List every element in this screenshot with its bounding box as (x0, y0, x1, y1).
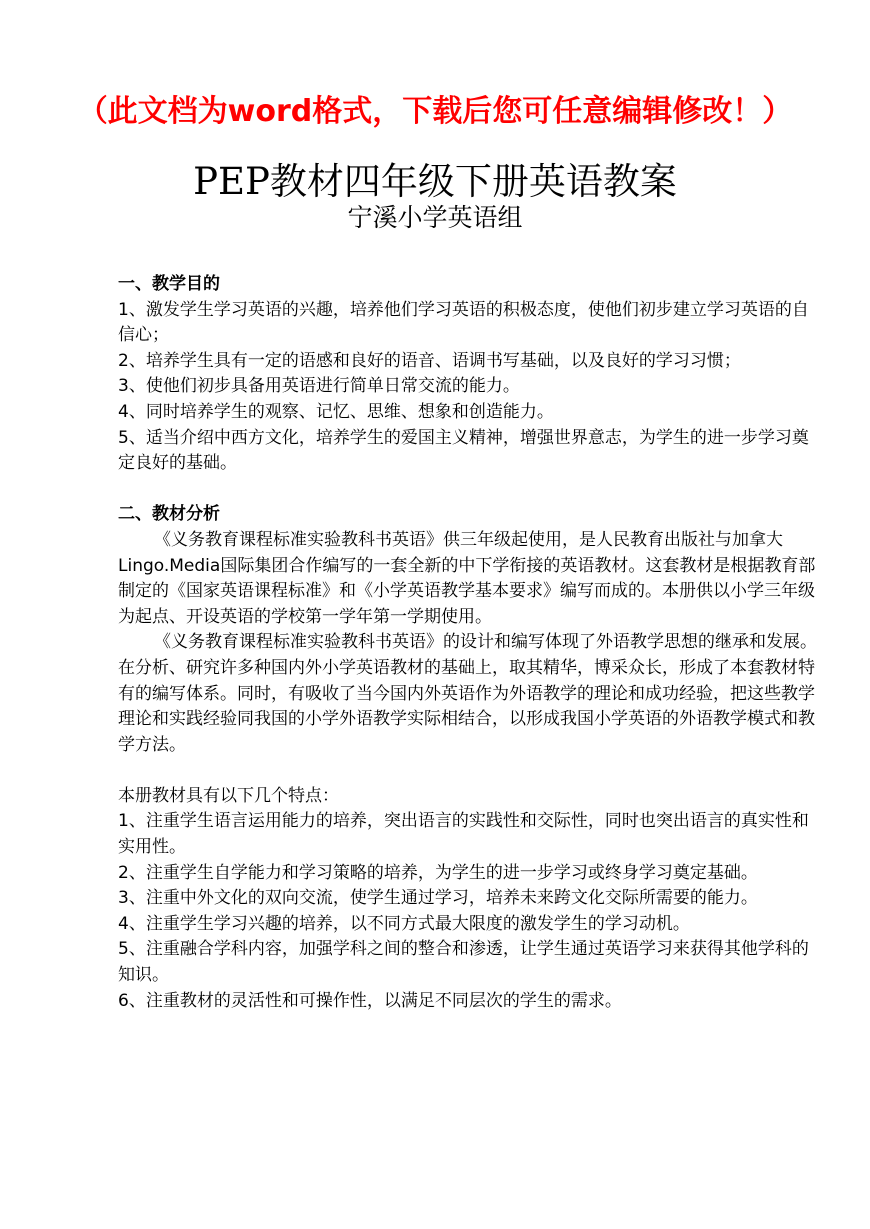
feature-item-4: 4、注重学生学习兴趣的培养，以不同方式最大限度的激发学生的学习动机。 (118, 913, 690, 934)
feature-item-2: 2、注重学生自学能力和学习策略的培养，为学生的进一步学习或终身学习奠定基础。 (118, 862, 758, 883)
section-heading-analysis: 二、教材分析 (118, 504, 220, 525)
paragraph-spacer (118, 758, 818, 784)
feature-item-3: 3、注重中外文化的双向交流，使学生通过学习，培养未来跨文化交际所需要的能力。 (118, 888, 758, 909)
document-body (118, 272, 818, 1014)
objective-item-1: 1、激发学生学习英语的兴趣，培养他们学习英语的积极态度，使他们初步建立学习英语的自信心； (118, 299, 809, 346)
section-heading-objectives: 一、教学目的 (118, 274, 220, 294)
document-title: PEP教材四年级下册英语教案 (193, 160, 677, 203)
feature-item-6: 6、注重教材的灵活性和可操作性，以满足不同层次的学生的需求。 (118, 990, 622, 1011)
feature-item-1: 1、注重学生语言运用能力的培养，突出语言的实践性和交际性，同时也突出语言的真实性和实用性。 (118, 811, 809, 858)
objective-item-5: 5、适当介绍中西方文化，培养学生的爱国主义精神，增强世界意志，为学生的进一步学习奠定良好的基础。 (118, 427, 809, 474)
word-format-notice: （此文档为word格式，下载后您可任意编辑修改！） (77, 94, 793, 129)
paragraph-spacer (118, 477, 818, 503)
objective-item-2: 2、培养学生具有一定的语感和良好的语音、语调书写基础，以及良好的学习习惯； (118, 350, 741, 371)
document-subtitle: 宁溪小学英语组 (347, 203, 523, 232)
feature-item-5: 5、注重融合学科内容，加强学科之间的整合和渗透，让学生通过英语学习来获得其他学科的知识。 (118, 939, 809, 986)
features-intro: 本册教材具有以下几个特点： (118, 785, 339, 806)
objective-item-3: 3、使他们初步具备用英语进行简单日常交流的能力。 (118, 376, 520, 397)
analysis-paragraph-2: 《义务教育课程标准实验教科书英语》的设计和编写体现了外语教学思想的继承和发展。在分析、研究许多种国内外小学英语教材的基础上，取其精华，博采众长，形成了本套教材特有的编写体系。同时，有吸收了当今国内外英语作为外语教学的理论和成功经验，把这些教学理论和实践经验同我国的小学外语教学实际相结合，以形成我国小学英语的外语教学模式和教学方法。 (118, 632, 817, 755)
objective-item-4: 4、同时培养学生的观察、记忆、思维、想象和创造能力。 (118, 401, 554, 422)
analysis-paragraph-1: 《义务教育课程标准实验教科书英语》供三年级起使用，是人民教育出版社与加拿大Lingo.Media国际集团合作编写的一套全新的中下学衔接的英语教材。这套教材是根据教育部制定的《国家英语课程标准》和《小学英语教学基本要求》编写而成的。本册供以小学三年级为起点、开设英语的学校第一学年第一学期使用。 (118, 529, 816, 627)
